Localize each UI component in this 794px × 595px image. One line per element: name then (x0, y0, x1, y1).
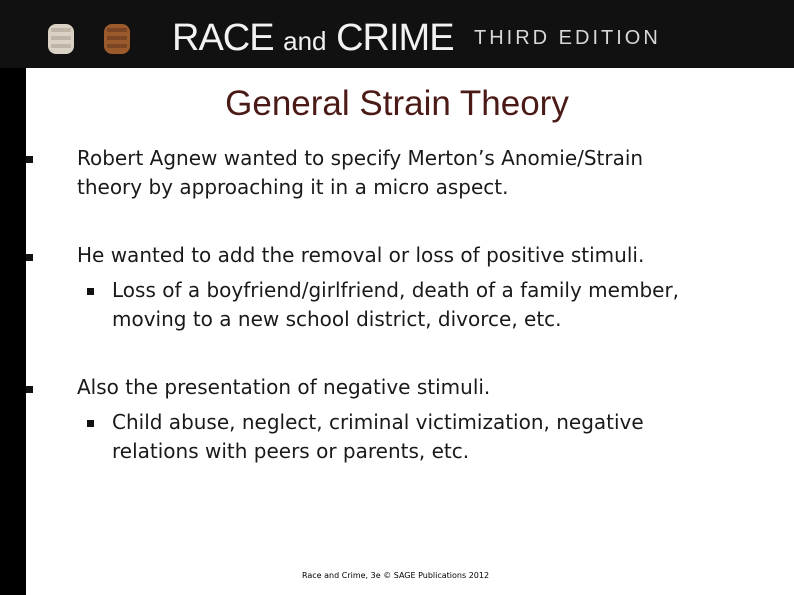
slide-title: General Strain Theory (225, 84, 569, 123)
bullet-square-icon (26, 156, 33, 163)
bullet-3-sub (112, 408, 644, 466)
bullet-1-line-1: Robert Agnew wanted to specify Merton’s Anomie/Strain (77, 146, 644, 170)
fist-image-dark (100, 18, 134, 62)
bullet-2-sub-line-1: Loss of a boyfriend/girlfriend, death of a family member, (112, 278, 680, 302)
fist-image-light (44, 18, 78, 62)
brand-race: RACE (172, 17, 274, 59)
bullet-square-icon (26, 254, 33, 261)
bullet-2-sub-line-2: moving to a new school district, divorce, etc. (112, 307, 562, 331)
bullet-1 (77, 144, 643, 202)
bullet-3-sub-line-2: relations with peers or parents, etc. (112, 439, 470, 463)
bullet-1-line-2: theory by approaching it in a micro aspect. (77, 175, 509, 199)
sub-bullet-square-icon (87, 288, 94, 295)
book-title-logo (172, 18, 454, 61)
edition-label: THIRD EDITION (474, 27, 661, 49)
bullet-3-line-1: Also the presentation of negative stimuli. (77, 375, 491, 399)
bullet-3-sub-line-1: Child abuse, neglect, criminal victimization, negative (112, 410, 644, 434)
brand-and: and (283, 26, 327, 56)
bullet-2-line-1: He wanted to add the removal or loss of positive stimuli. (77, 243, 645, 267)
bullet-3 (77, 373, 490, 402)
sub-bullet-square-icon (87, 420, 94, 427)
brand-crime: CRIME (336, 17, 454, 59)
left-black-strip (0, 68, 26, 595)
book-header-banner (0, 0, 794, 68)
copyright-footer: Race and Crime, 3e © SAGE Publications 2012 (302, 571, 490, 580)
slide-content (26, 68, 794, 595)
bullet-square-icon (26, 386, 33, 393)
bullet-2-sub (112, 276, 679, 334)
bullet-2 (77, 241, 644, 270)
